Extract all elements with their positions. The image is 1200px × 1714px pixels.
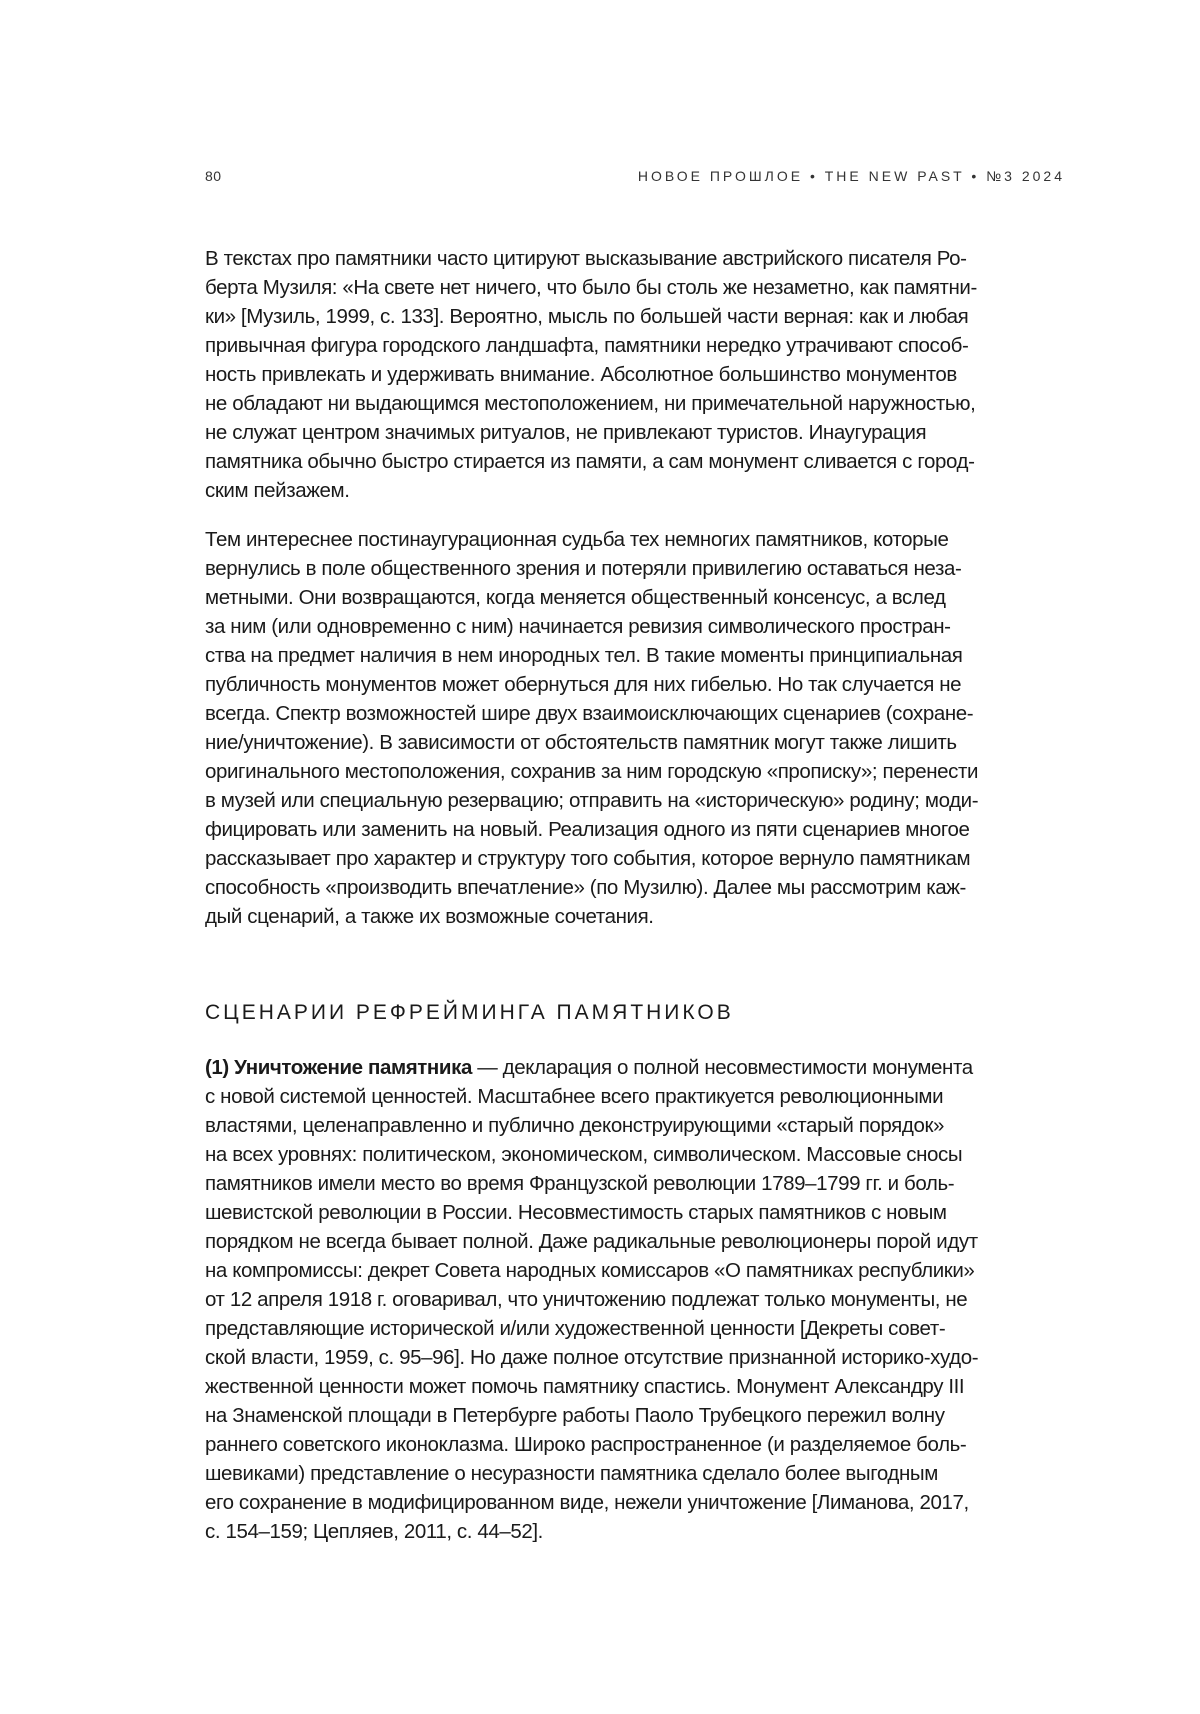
journal-title: НОВОЕ ПРОШЛОЕ • THE NEW PAST • №3 2024: [637, 168, 1065, 184]
scenario-description: — декларация о полной несовместимости монумента с новой системой ценностей. Масштабнее всего практикуется революционными властями, целенаправленно и публично деконструирующими «старый порядок» на всех уровнях: политическом, экономическом, символическом. Массовые сносы памятников имели место во время Французской революции 1789–1799 гг. и боль- шевистской революции в России. Несовместимость старых памятников с новым порядком не всегда бывает полной. Даже радикальные революционеры порой идут на компромиссы: декрет Совета народных комиссаров «О памятниках республики» от 12 апреля 1918 г. оговаривал, что уничтожению подлежат только монументы, не представляющие исторической и/или художественной ценности [Декреты совет- ской власти, 1959, с. 95–96]. Но даже полное отсутствие признанной историко-худо- жественной ценности может помочь памятнику спастись. Монумент Александру III на Знаменской площади в Петербурге работы Паоло Трубецкого пережил волну раннего советского иконоклазма. Широко распространенное (и разделяемое боль- шевиками) представление о несуразности памятника сделало более выгодным его сохранение в модифицированном виде, нежели уничтожение [Лиманова, 2017, с. 154–159; Цепляев, 2011, с. 44–52].: [205, 1056, 979, 1543]
page-number: 80: [205, 168, 222, 184]
paragraph-scenario-destruction: [205, 1053, 1065, 1546]
paragraph-intro: В текстах про памятники часто цитируют высказывание австрийского писателя Ро- берта Музиля: «На свете нет ничего, что было бы столь же незаметно, как памятни- ки» [Музиль, 1999, с. 133]. Вероятно, мысль по большей части верная: как и любая привычная фигура городского ландшафта, памятники нередко утрачивают способ- ность привлекать и удерживать внимание. Абсолютное большинство монументов не обладают ни выдающимся местоположением, ни примечательной наружностью, не служат центром значимых ритуалов, не привлекают туристов. Инаугурация памятника обычно быстро стирается из памяти, а сам монумент сливается с город- ским пейзажем.: [205, 247, 977, 502]
scenario-lead-term: (1) Уничтожение памятника: [205, 1056, 472, 1079]
running-header: [205, 168, 1065, 190]
paragraph-scenarios-overview: Тем интереснее постинаугурационная судьба тех немногих памятников, которые вернулись в поле общественного зрения и потеряли привилегию оставаться неза- метными. Они возвращаются, когда меняется общественный консенсус, а вслед за ним (или одновременно с ним) начинается ревизия символического простран- ства на предмет наличия в нем инородных тел. В такие моменты принципиальная публичность монументов может обернуться для них гибелью. Но так случается не всегда. Спектр возможностей шире двух взаимоисключающих сценариев (сохране- ние/уничтожение). В зависимости от обстоятельств памятник могут также лишить оригинального местоположения, сохранив за ним городскую «прописку»; перенести в музей или специальную резервацию; отправить на «историческую» родину; моди- фицировать или заменить на новый. Реализация одного из пяти сценариев многое рассказывает про характер и структуру того события, которое вернуло памятникам способность «производить впечатление» (по Музилю). Далее мы рассмотрим каж- дый сценарий, а также их возможные сочетания.: [205, 528, 979, 928]
section-heading: СЦЕНАРИИ РЕФРЕЙМИНГА ПАМЯТНИКОВ: [205, 1001, 734, 1024]
